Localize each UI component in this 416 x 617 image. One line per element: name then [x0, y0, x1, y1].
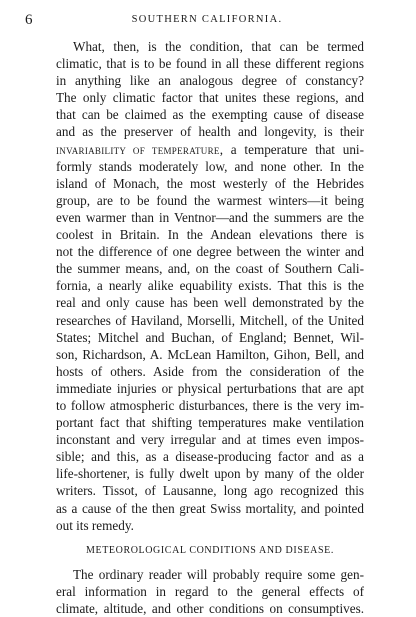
text-line: immediate injuries or physical perturbations that are apt — [56, 380, 364, 396]
body-text — [56, 38, 364, 617]
text-line: eral information in regard to the general effects of — [56, 583, 364, 599]
text-line — [56, 141, 364, 158]
text-line: and as the preserver of health and longevity, is their — [56, 124, 364, 140]
text-line: out its remedy. — [56, 517, 134, 533]
text-line: researches of Haviland, Morselli, Mitchell, of the United — [56, 312, 364, 328]
text-line: the summer means, and, on the coast of Southern Cali- — [56, 261, 364, 277]
text-line: life-shortener, is fully dwelt upon by many of the older — [56, 466, 364, 482]
text-line: climatic, that is to be found in all these different regions — [56, 56, 364, 72]
text-line: What, then, is the condition, that can be termed — [73, 39, 364, 54]
running-head — [25, 10, 389, 30]
text-line: coolest in Britain. In the Andean elevations there is — [56, 227, 364, 243]
text-line: formly stands moderately low, and none other. In the — [56, 158, 364, 174]
section-heading: METEOROLOGICAL CONDITIONS AND DISEASE. — [86, 544, 334, 556]
text-line: that can be claimed as the exempting cause of disease — [56, 107, 364, 123]
paragraph — [56, 38, 364, 534]
text-line: writers. Tissot, of Lausanne, long ago recognized this — [56, 483, 364, 499]
text-line: real and only cause has been well demonstrated by the — [56, 295, 364, 311]
text-line: inconstant and very irregular and at times even impos- — [56, 432, 364, 448]
text-line: States; Mitchel and Buchan, of England; Bennet, Wil- — [56, 329, 364, 345]
paragraph — [56, 566, 364, 617]
text-line: hosts of others. Aside from the consideration of the — [56, 363, 364, 379]
text-line: not the difference of one degree between the winter and — [56, 244, 364, 260]
text-line: to follow atmospheric disturbances, there is the very im- — [56, 397, 364, 413]
text-line: even warmer than in Ventnor—and the summers are the — [56, 209, 364, 225]
text-line: The ordinary reader will probably require some gen- — [73, 566, 364, 582]
text-line: son, Richardson, A. McLean Hamilton, Gihon, Bell, and — [56, 346, 364, 362]
text-line: island of Monach, the most westerly of the Hebrides — [56, 175, 364, 191]
text-fragment: , a temperature that uni- — [219, 141, 364, 157]
page-number: 6 — [25, 12, 33, 28]
text-line: The only climatic factor that unites these regions, and — [56, 90, 364, 106]
text-line: as a cause of the then great Swiss mortality, and pointed — [56, 500, 364, 516]
running-title: SOUTHERN CALIFORNIA. — [131, 14, 283, 25]
text-line: group, are to be found the warmest winters—it being — [56, 192, 364, 208]
text-line: climate, altitude, and other conditions on consumptives. — [56, 600, 364, 616]
text-line: in anything like an analogous degree of constancy? — [56, 73, 364, 89]
text-line: portant fact that shifting temperatures make ventilation — [56, 415, 364, 431]
text-line: fornia, a nearly alike equability exists. That this is the — [56, 278, 364, 294]
text-line: sible; and this, as a disease-producing factor and as a — [56, 449, 364, 465]
small-caps-phrase: INVARIABILITY OF TEMPERATURE — [56, 145, 220, 156]
